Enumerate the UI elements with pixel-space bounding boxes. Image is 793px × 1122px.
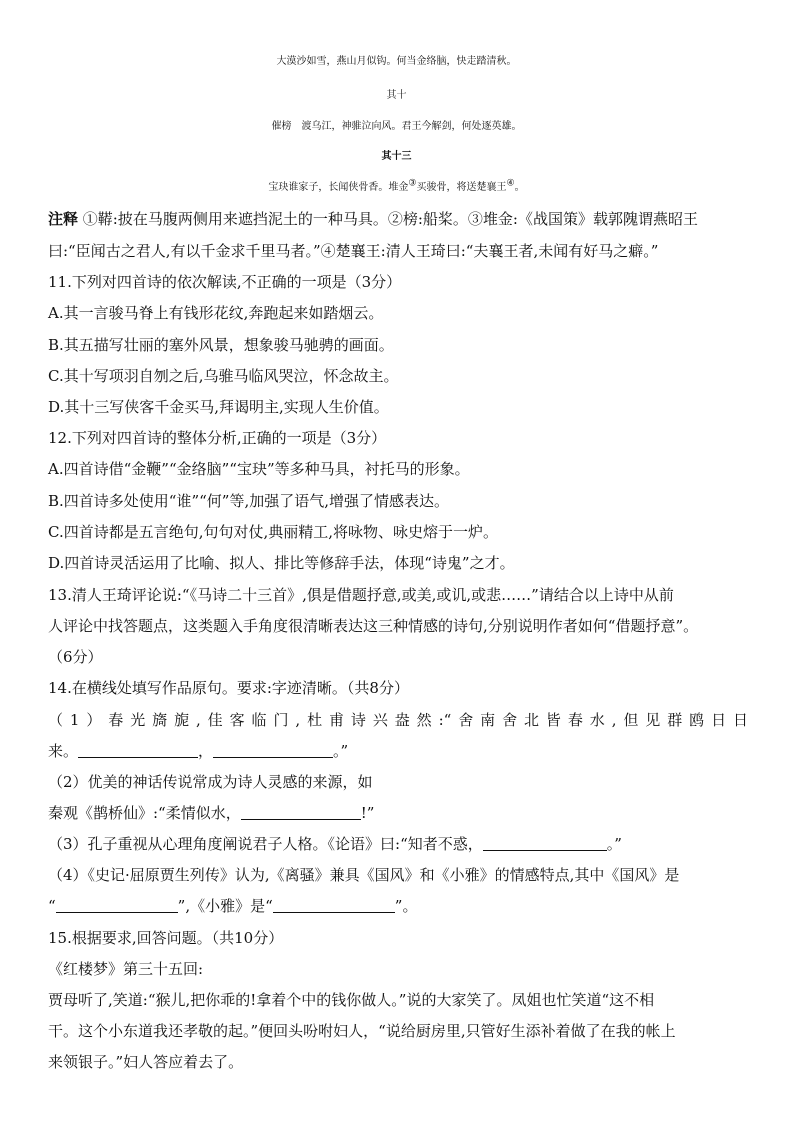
q13-line-3: （6分）	[48, 648, 103, 666]
q14-part2-line2	[48, 803, 748, 823]
q12-stem: 12.下列对四首诗的整体分析,正确的一项是（3分）	[48, 429, 387, 447]
poem-text: 。	[514, 182, 525, 193]
answer-blank[interactable]	[483, 836, 607, 851]
q14-part1-line2	[48, 741, 748, 761]
q12-option-b: B.四首诗多处使用“谁”“何”等,加强了语气,增强了情感表达。	[48, 492, 450, 510]
q11-option-d: D.其十三写侠客千金买马,拜谒明主,实现人生价值。	[48, 398, 389, 416]
q13-line-1: 13.清人王琦评论说:“《马诗二十三首》,俱是借题抒意,或美,或讥,或悲……”请结合以上诗中从前	[48, 586, 674, 604]
footnote-marker: ④	[506, 178, 515, 189]
answer-blank[interactable]	[241, 805, 361, 820]
q12-option-c: C.四首诗都是五言绝句,句句对仗,典丽精工,将咏物、咏史熔于一炉。	[48, 523, 499, 541]
q14-part4-line1: （4）《史记·屈原贾生列传》认为,《离骚》兼具《国风》和《小雅》的情感特点,其中《国风》是	[48, 866, 680, 884]
q14-text: “	[48, 897, 56, 915]
footnote-marker: ③	[408, 178, 417, 189]
answer-blank[interactable]	[56, 898, 178, 913]
poem-line-13	[0, 178, 793, 198]
poem-title-13: 其十三	[381, 151, 412, 162]
q14-part2-line1: （2）优美的神话传说常成为诗人灵感的来源，如	[48, 773, 373, 791]
q11-option-c: C.其十写项羽自刎之后,乌骓马临风哭泣，怀念故主。	[48, 367, 399, 385]
q13-line-2: 人评论中找答题点，这类题入手角度很清晰表达这三种情感的诗句,分别说明作者如何“借题抒意”。	[48, 617, 699, 635]
poem-text: 宝玦谁家子，长闻侠骨香。堆金	[268, 182, 409, 193]
answer-blank[interactable]	[78, 743, 198, 758]
notes-line-2: 曰:“臣闻古之君人,有以千金求千里马者。”④楚襄王:清人王琦曰:“夫襄王者,未闻有好马之癖。”	[48, 242, 659, 260]
notes-text: ①鞯:披在马腹两侧用来遮挡泥土的一种马具。②榜:船桨。③堆金:《战国策》载郭隗谓燕昭王	[78, 210, 698, 228]
poem-title-10: 其十	[386, 90, 407, 101]
q11-option-a: A.其一言骏马脊上有钱形花纹,奔跑起来如踏烟云。	[48, 304, 384, 322]
poem-line-10: 催榜 渡乌江，神骓泣向风。君王今解剑，何处逐英雄。	[271, 121, 522, 132]
answer-blank[interactable]	[213, 743, 333, 758]
q15-passage-line-3: 来领银子。”妇人答应着去了。	[48, 1053, 244, 1071]
q15-passage-line-1: 贾母听了,笑道:“猴儿,把你乖的!拿着个中的钱你做人。”说的大家笑了。凤姐也忙笑道“这不相	[48, 991, 655, 1009]
q14-text: 秦观《鹊桥仙》:“柔情似水，	[48, 804, 241, 822]
q14-text: （3）孔子重视从心理角度阐说君子人格。《论语》曰:“知者不惑，	[48, 835, 483, 853]
q14-stem: 14.在横线处填写作品原句。要求:字迹清晰。（共8分）	[48, 679, 409, 697]
q14-text: !”	[360, 804, 375, 822]
q15-source: 《红楼梦》第三十五回:	[48, 960, 204, 978]
q12-option-a: A.四首诗借“金鞭”“金络脑”“宝玦”等多种马具，衬托马的形象。	[48, 460, 470, 478]
answer-blank[interactable]	[273, 898, 395, 913]
q14-part4-line2	[48, 896, 748, 916]
q14-text: ，	[198, 742, 214, 760]
q14-text: ”。	[394, 897, 418, 915]
q14-text: 。”	[333, 742, 349, 760]
notes-label: 注释	[48, 210, 79, 228]
poem-line: 大漠沙如雪，燕山月似钩。何当金络脑，快走踏清秋。	[276, 56, 517, 67]
q15-stem: 15.根据要求,回答问题。（共10分）	[48, 929, 284, 947]
q15-passage-line-2: 干。这个小东道我还孝敬的起。”便回头吩咐妇人，“说给厨房里,只管好生添补着做了在我的帐上	[48, 1022, 676, 1040]
q11-stem: 11.下列对四首诗的依次解读,不正确的一项是（3分）	[48, 273, 402, 291]
q14-text: 来。	[48, 742, 79, 760]
poem-text: 买骏骨，将送楚襄王	[416, 182, 507, 193]
q11-option-b: B.其五描写壮丽的塞外风景，想象骏马驰骋的画面。	[48, 336, 394, 354]
q12-option-d: D.四首诗灵活运用了比喻、拟人、排比等修辞手法，体现“诗鬼”之才。	[48, 554, 515, 572]
q14-part1-line1: （1）春光旖旎,佳客临门,杜甫诗兴盎然:“舍南舍北皆春水,但见群鸥日日	[48, 711, 748, 729]
q14-part3	[48, 834, 748, 854]
q14-text: 。”	[606, 835, 622, 853]
q14-text: ”,《小雅》是“	[177, 897, 273, 915]
notes-line-1	[48, 209, 748, 229]
